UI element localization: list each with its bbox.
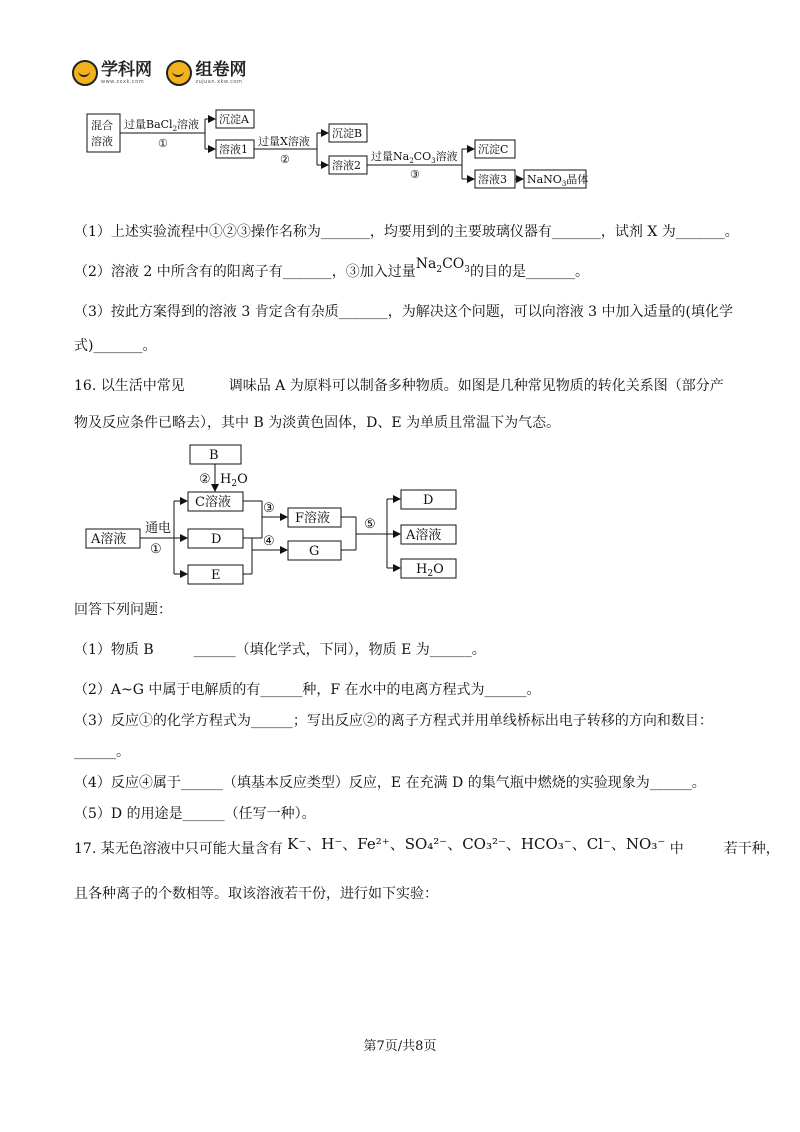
- label-f: F溶液: [295, 511, 331, 526]
- label-d: D: [211, 532, 222, 547]
- q15-part1: （1）上述实验流程中①②③操作名称为_______，均要用到的主要玻璃仪器有_______，试剂 X 为_______。: [74, 224, 739, 240]
- na2co3-formula: $Na_2CO_3$: [415, 256, 470, 275]
- label-out-a: A溶液: [406, 528, 442, 543]
- label-num4: ④: [263, 534, 275, 549]
- label-c: C溶液: [195, 495, 231, 510]
- step2-label: 过量X溶液: [258, 135, 310, 148]
- mixed-label-1: 混合: [91, 119, 113, 132]
- q15-part2: [74, 256, 589, 288]
- precip-b-label: 沉淀B: [332, 127, 363, 140]
- logo-brand2: 组卷网: [195, 60, 247, 80]
- logo-brand2-sub: zujuan.xkw.com: [195, 79, 243, 85]
- label-num2: ②: [199, 472, 211, 487]
- q15-part2-text-a: （2）溶液 2 中所含有的阳离子有_______，③加入过量: [74, 264, 416, 280]
- q16-part1: [74, 640, 486, 660]
- step3-number: ③: [410, 168, 420, 181]
- q15-part3a: （3）按此方案得到的溶液 3 肯定含有杂质_______，为解决这个问题，可以向溶液 3 中加入适量的(填化学: [74, 304, 733, 320]
- q17-line1: [74, 835, 780, 859]
- q16-intro-a: 16. 以生活中常见: [74, 378, 185, 394]
- step3-label: 过量$Na_2CO_3$溶液: [371, 150, 458, 165]
- q17-intro-b: 若干种，: [723, 841, 780, 857]
- q17-intro-a: 17. 某无色溶液中只可能大量含有: [74, 841, 283, 857]
- q15-part2-text-b: 的目的是_______。: [470, 264, 589, 280]
- q16-intro-line1: [74, 376, 724, 396]
- flow-diagram-1: [0, 100, 800, 200]
- label-e: E: [211, 568, 221, 583]
- mixed-label-2: 溶液: [91, 135, 113, 148]
- step1-label: 过量BaCl$_2$溶液: [124, 118, 200, 133]
- logo-brand1: 学科网: [101, 60, 152, 80]
- step2-number: ②: [280, 153, 290, 166]
- crystal-label: NaNO$_3$晶体: [527, 173, 589, 188]
- q16-part3a: （3）反应①的化学方程式为______；写出反应②的离子方程式并用单线桥标出电子转移的方向和数目：: [74, 713, 713, 729]
- label-out-d: D: [423, 493, 434, 508]
- owl-icon: [72, 60, 98, 86]
- zxxk-logo: [72, 60, 152, 86]
- step1-number: ①: [158, 137, 168, 150]
- label-num1: ①: [150, 542, 162, 557]
- q16-part5: （5）D 的用途是______（任写一种）。: [74, 806, 316, 822]
- q16-answer-intro: 回答下列问题：: [74, 602, 172, 618]
- q16-part1-b: ______（填化学式，下同），物质 E 为______。: [193, 642, 486, 658]
- q16-part3b: ______。: [74, 744, 130, 760]
- q16-part2: （2）A~G 中属于电解质的有______种，F 在水中的电离方程式为______。: [74, 682, 541, 698]
- q15-part3b: 式)_______。: [74, 338, 157, 354]
- q17-ions: K⁻、H⁻、Fe²⁺、SO₄²⁻、CO₃²⁻、HCO₃⁻、Cl⁻、NO₃⁻: [287, 835, 666, 853]
- label-num5: ⑤: [364, 517, 376, 532]
- q16-part1-a: （1）物质 B: [74, 642, 154, 658]
- label-out-h2o: $H_2O$: [416, 562, 444, 579]
- label-a: A溶液: [91, 532, 127, 547]
- sol3-label: 溶液3: [478, 173, 507, 186]
- precip-c-label: 沉淀C: [478, 143, 509, 156]
- logo-brand1-sub: www.zxxk.com: [101, 79, 145, 85]
- label-tongdian: 通电: [145, 521, 172, 536]
- q17-zhong: 中: [669, 841, 684, 857]
- sol1-label: 溶液1: [219, 143, 248, 156]
- zujuan-logo: [166, 60, 246, 86]
- label-h2o: $H_2O$: [220, 472, 248, 489]
- q17-line2: 且各种离子的个数相等。取该溶液若干份，进行如下实验：: [74, 886, 438, 902]
- flow-diagram-2: [0, 440, 800, 590]
- precip-a-label: 沉淀A: [219, 113, 249, 126]
- label-g: G: [309, 544, 320, 559]
- owl-icon: [166, 60, 192, 86]
- sol2-label: 溶液2: [332, 159, 361, 172]
- q16-intro-line2: 物及反应条件已略去），其中 B 为淡黄色固体，D、E 为单质且常温下为气态。: [74, 415, 561, 431]
- page-footer: 第7页/共8页: [363, 1039, 437, 1054]
- q16-part4: （4）反应④属于______（填基本反应类型）反应，E 在充满 D 的集气瓶中燃烧的实验现象为______。: [74, 775, 706, 791]
- q16-intro-b: 调味品 A 为原料可以制备多种物质。如图是几种常见物质的转化关系图（部分产: [228, 378, 724, 394]
- label-b: B: [209, 448, 219, 463]
- label-num3: ③: [263, 501, 275, 516]
- header-logo: [72, 60, 256, 90]
